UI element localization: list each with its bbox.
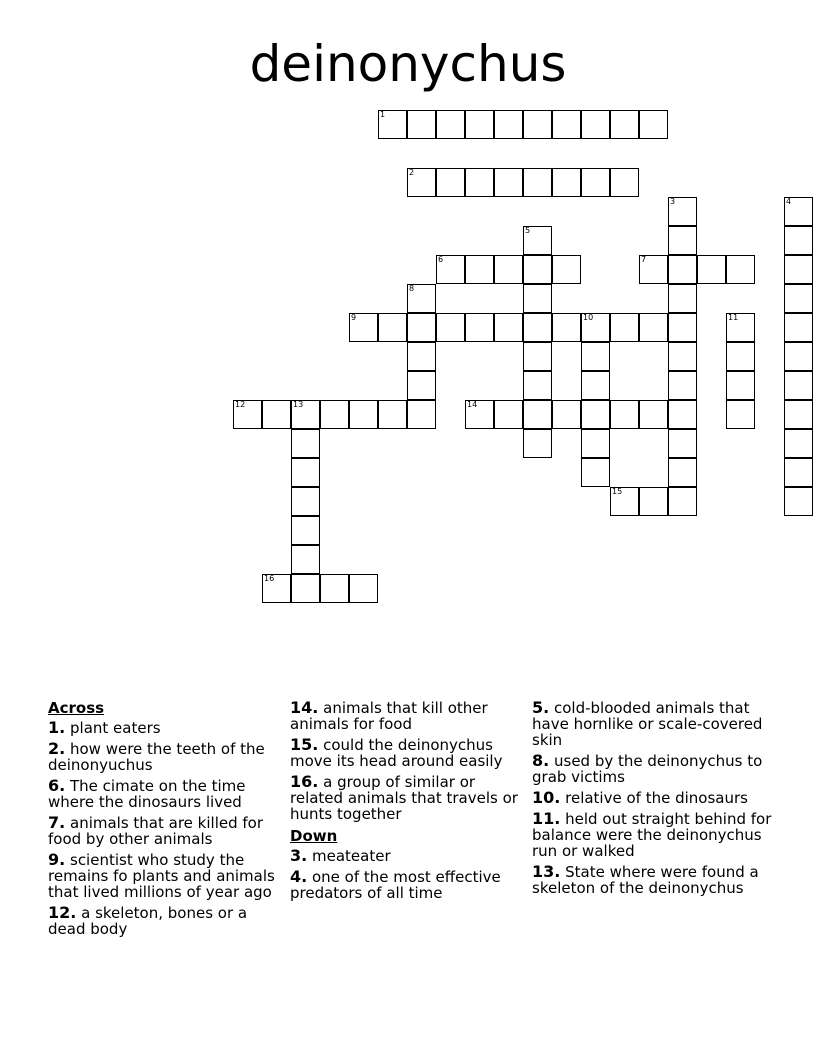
grid-cell[interactable] xyxy=(581,168,610,197)
cell-number: 9 xyxy=(351,313,357,322)
grid-cell[interactable] xyxy=(349,313,378,342)
grid-cell[interactable] xyxy=(726,342,755,371)
grid-cell[interactable] xyxy=(581,342,610,371)
grid-cell[interactable] xyxy=(523,313,552,342)
grid-cell[interactable] xyxy=(639,400,668,429)
grid-cell[interactable] xyxy=(610,313,639,342)
clue-down-3: 3. meateater xyxy=(290,846,391,865)
grid-cell[interactable] xyxy=(639,110,668,139)
grid-cell[interactable] xyxy=(494,168,523,197)
grid-cell[interactable] xyxy=(581,313,610,342)
clue-across-15: 15. could the deinonychus move its head around easily xyxy=(290,735,503,770)
down-heading: Down xyxy=(290,827,338,845)
clue-column-2 xyxy=(290,700,526,906)
grid-cell[interactable] xyxy=(291,545,320,574)
clue-across-14: 14. animals that kill other animals for food xyxy=(290,698,488,733)
grid-cell[interactable] xyxy=(465,255,494,284)
grid-cell[interactable] xyxy=(407,110,436,139)
grid-cell[interactable] xyxy=(523,168,552,197)
grid-cell[interactable] xyxy=(784,226,813,255)
grid-cell[interactable] xyxy=(668,284,697,313)
cell-number: 1 xyxy=(380,110,386,119)
grid-cell[interactable] xyxy=(523,226,552,255)
grid-cell[interactable] xyxy=(784,255,813,284)
grid-cell[interactable] xyxy=(523,110,552,139)
grid-cell[interactable] xyxy=(291,516,320,545)
grid-cell[interactable] xyxy=(610,487,639,516)
grid-cell[interactable] xyxy=(784,458,813,487)
grid-cell[interactable] xyxy=(552,313,581,342)
clue-down-13: 13. State where were found a skeleton of the deinonychus xyxy=(532,862,759,897)
grid-cell[interactable] xyxy=(610,400,639,429)
cell-number: 13 xyxy=(293,400,304,409)
grid-cell[interactable] xyxy=(668,342,697,371)
grid-cell[interactable] xyxy=(552,110,581,139)
grid-cell[interactable] xyxy=(291,487,320,516)
grid-cell[interactable] xyxy=(465,400,494,429)
cell-number: 11 xyxy=(728,313,739,322)
grid-cell[interactable] xyxy=(668,371,697,400)
grid-cell[interactable] xyxy=(494,313,523,342)
across-heading: Across xyxy=(48,699,105,717)
grid-cell[interactable] xyxy=(668,313,697,342)
grid-cell[interactable] xyxy=(726,371,755,400)
grid-cell[interactable] xyxy=(436,168,465,197)
clue-across-7: 7. animals that are killed for food by other animals xyxy=(48,813,264,848)
clue-down-10: 10. relative of the dinosaurs xyxy=(532,788,748,807)
grid-cell[interactable] xyxy=(407,371,436,400)
grid-cell[interactable] xyxy=(581,400,610,429)
grid-cell[interactable] xyxy=(349,574,378,603)
grid-cell[interactable] xyxy=(639,255,668,284)
grid-cell[interactable] xyxy=(494,110,523,139)
grid-cell[interactable] xyxy=(407,313,436,342)
grid-cell[interactable] xyxy=(407,168,436,197)
grid-cell[interactable] xyxy=(697,255,726,284)
grid-cell[interactable] xyxy=(784,487,813,516)
grid-cell[interactable] xyxy=(465,313,494,342)
grid-cell[interactable] xyxy=(668,400,697,429)
cell-number: 2 xyxy=(409,168,415,177)
grid-cell[interactable] xyxy=(668,197,697,226)
clue-across-2: 2. how were the teeth of the deinonyuchus xyxy=(48,739,265,774)
grid-cell[interactable] xyxy=(552,400,581,429)
grid-cell[interactable] xyxy=(465,168,494,197)
grid-cell[interactable] xyxy=(320,400,349,429)
cell-number: 6 xyxy=(438,255,444,264)
cell-number: 15 xyxy=(612,487,623,496)
grid-cell[interactable] xyxy=(262,400,291,429)
grid-cell[interactable] xyxy=(581,371,610,400)
grid-cell[interactable] xyxy=(233,400,262,429)
grid-cell[interactable] xyxy=(523,400,552,429)
puzzle-title: deinonychus xyxy=(249,35,567,93)
cell-number: 3 xyxy=(670,197,676,206)
grid-cell[interactable] xyxy=(436,313,465,342)
grid-cell[interactable] xyxy=(291,574,320,603)
grid-cell[interactable] xyxy=(523,255,552,284)
cell-number: 10 xyxy=(583,313,594,322)
grid-cell[interactable] xyxy=(523,284,552,313)
cell-number: 5 xyxy=(525,226,531,235)
grid-cell[interactable] xyxy=(668,458,697,487)
grid-cell[interactable] xyxy=(552,255,581,284)
grid-cell[interactable] xyxy=(494,255,523,284)
clue-down-11: 11. held out straight behind for balance were the deinonychus run or walked xyxy=(532,809,772,860)
grid-cell[interactable] xyxy=(581,429,610,458)
grid-cell[interactable] xyxy=(291,458,320,487)
grid-cell[interactable] xyxy=(494,400,523,429)
cell-number: 8 xyxy=(409,284,415,293)
grid-cell[interactable] xyxy=(784,429,813,458)
clue-column-3 xyxy=(532,700,772,901)
clue-column-1 xyxy=(48,700,284,942)
grid-cell[interactable] xyxy=(668,255,697,284)
grid-cell[interactable] xyxy=(581,458,610,487)
grid-cell[interactable] xyxy=(349,400,378,429)
grid-cell[interactable] xyxy=(436,110,465,139)
clue-down-8: 8. used by the deinonychus to grab victims xyxy=(532,751,763,786)
grid-cell[interactable] xyxy=(378,313,407,342)
clue-across-6: 6. The cimate on the time where the dinosaurs lived xyxy=(48,776,246,811)
cell-number: 14 xyxy=(467,400,478,409)
clue-across-16: 16. a group of similar or related animals that travels or hunts together xyxy=(290,772,518,823)
grid-cell[interactable] xyxy=(523,342,552,371)
cell-number: 4 xyxy=(786,197,792,206)
cell-number: 16 xyxy=(264,574,275,583)
grid-cell[interactable] xyxy=(610,110,639,139)
grid-cell[interactable] xyxy=(784,400,813,429)
cell-number: 7 xyxy=(641,255,647,264)
clue-down-4: 4. one of the most effective predators of all time xyxy=(290,867,501,902)
clue-down-5: 5. cold-blooded animals that have hornlike or scale-covered skin xyxy=(532,698,763,749)
grid-cell[interactable] xyxy=(639,487,668,516)
grid-cell[interactable] xyxy=(668,429,697,458)
grid-cell[interactable] xyxy=(784,284,813,313)
grid-cell[interactable] xyxy=(262,574,291,603)
grid-cell[interactable] xyxy=(784,313,813,342)
grid-cell[interactable] xyxy=(407,342,436,371)
grid-cell[interactable] xyxy=(726,400,755,429)
cell-number: 12 xyxy=(235,400,246,409)
grid-cell[interactable] xyxy=(378,400,407,429)
grid-cell[interactable] xyxy=(668,487,697,516)
grid-cell[interactable] xyxy=(407,400,436,429)
grid-cell[interactable] xyxy=(378,110,407,139)
grid-cell[interactable] xyxy=(784,197,813,226)
grid-cell[interactable] xyxy=(784,342,813,371)
grid-cell[interactable] xyxy=(639,313,668,342)
grid-cell[interactable] xyxy=(784,371,813,400)
grid-cell[interactable] xyxy=(668,226,697,255)
grid-cell[interactable] xyxy=(291,429,320,458)
grid-cell[interactable] xyxy=(465,110,494,139)
grid-cell[interactable] xyxy=(291,400,320,429)
clue-across-9: 9. scientist who study the remains fo plants and animals that lived millions of year ago xyxy=(48,850,275,901)
grid-cell[interactable] xyxy=(320,574,349,603)
clue-across-1: 1. plant eaters xyxy=(48,718,161,737)
grid-cell[interactable] xyxy=(436,255,465,284)
grid-cell[interactable] xyxy=(523,371,552,400)
grid-cell[interactable] xyxy=(523,429,552,458)
grid-cell[interactable] xyxy=(610,168,639,197)
grid-cell[interactable] xyxy=(726,313,755,342)
grid-cell[interactable] xyxy=(407,284,436,313)
grid-cell[interactable] xyxy=(552,168,581,197)
grid-cell[interactable] xyxy=(581,110,610,139)
clue-across-12: 12. a skeleton, bones or a dead body xyxy=(48,903,248,938)
grid-cell[interactable] xyxy=(726,255,755,284)
